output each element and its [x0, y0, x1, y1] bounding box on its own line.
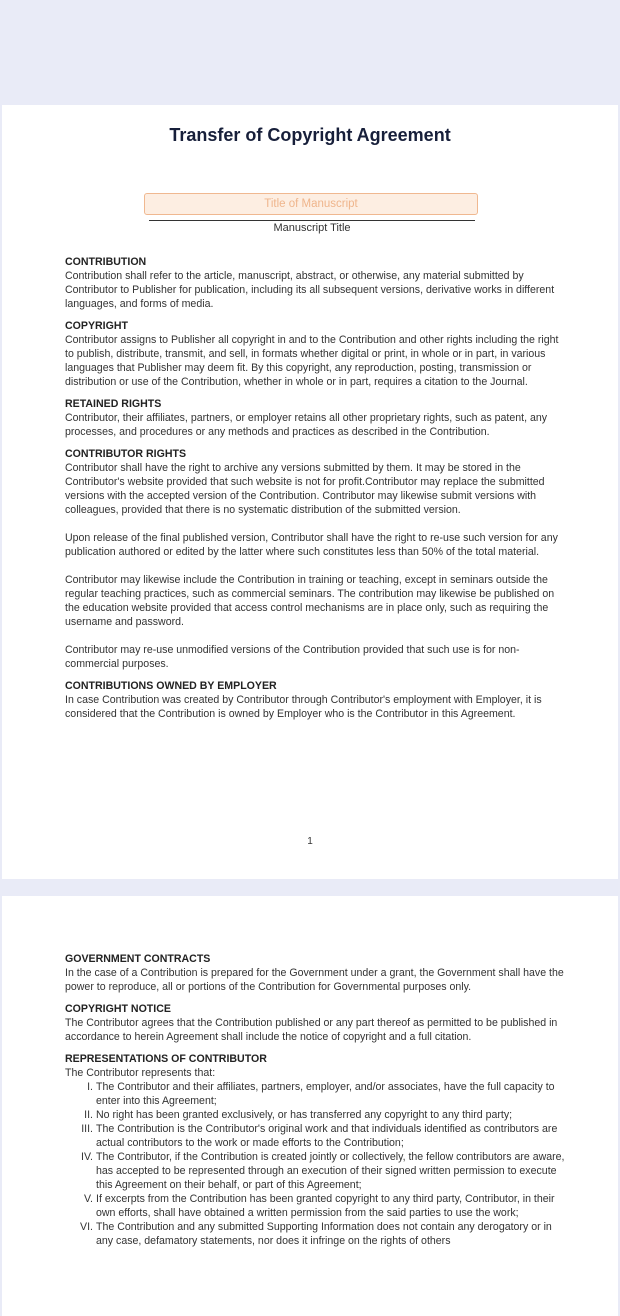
- document-page-2: [2, 896, 618, 1316]
- section-paragraph: The Contributor agrees that the Contribution published or any part thereof as permitted to be published in accordance to herein Agreement shall include the notice of copyright and a full citation.: [65, 1017, 558, 1043]
- section-government-contracts: [65, 952, 565, 994]
- list-item: [65, 1150, 565, 1192]
- list-item-number: II.: [84, 1109, 93, 1121]
- page-2-body: [65, 952, 565, 1256]
- section-contributor-rights: [65, 447, 565, 671]
- manuscript-title-label: Manuscript Title: [273, 222, 351, 234]
- document-title: Transfer of Copyright Agreement: [169, 125, 451, 145]
- list-item: [65, 1220, 565, 1248]
- list-item-text: If excerpts from the Contribution has been granted copyright to any third party, Contributor, in their own efforts, shall have obtained a written permission from the said parties to use the work;: [96, 1193, 555, 1219]
- section-paragraph: In case Contribution was created by Contributor through Contributor's employment with Employer, it is considered that the Contribution is owned by Employer who is the Contributor in this Agreement.: [65, 694, 542, 720]
- section-heading: CONTRIBUTIONS OWNED BY EMPLOYER: [65, 680, 277, 692]
- section-heading: COPYRIGHT NOTICE: [65, 1003, 171, 1015]
- section-contributions-owned-by-employer: [65, 679, 565, 721]
- document-page-1: [2, 105, 618, 879]
- section-paragraph: Contributor shall have the right to archive any versions submitted by them. It may be stored in the Contributor's website provided that such website is not for profit.Contributor may replace the submitted versions with the accepted version of the Contribution. Contributor may likewise submit versions with colleagues, provided that there is no systematic distribution of the submitted version.: [65, 462, 545, 516]
- manuscript-title-input[interactable]: [144, 193, 478, 215]
- list-item: [65, 1192, 565, 1220]
- section-heading: REPRESENTATIONS OF CONTRIBUTOR: [65, 1053, 267, 1065]
- section-heading: GOVERNMENT CONTRACTS: [65, 953, 211, 965]
- list-item-text: No right has been granted exclusively, or has transferred any copyright to any third party;: [96, 1109, 513, 1121]
- page-1-body: [65, 255, 565, 729]
- section-heading: CONTRIBUTOR RIGHTS: [65, 448, 187, 460]
- section-heading: CONTRIBUTION: [65, 256, 147, 268]
- list-item: [65, 1080, 565, 1108]
- list-item-text: The Contributor and their affiliates, partners, employer, and/or associates, have the full capacity to enter into this Agreement;: [96, 1081, 555, 1107]
- section-paragraph: Contributor may re-use unmodified versions of the Contribution provided that such use is for non-commercial purposes.: [65, 644, 520, 670]
- section-paragraph: Upon release of the final published version, Contributor shall have the right to re-use such version for any publication authored or edited by the latter where such constitutes less than 50% of the total material.: [65, 532, 558, 558]
- section-contribution: [65, 255, 565, 311]
- representations-intro: The Contributor represents that:: [65, 1067, 216, 1079]
- manuscript-title-underline: [149, 220, 475, 221]
- list-item-number: VI.: [80, 1221, 93, 1233]
- list-item-number: IV.: [81, 1151, 93, 1163]
- section-heading: RETAINED RIGHTS: [65, 398, 162, 410]
- page-number: 1: [307, 836, 313, 847]
- section-paragraph: Contributor assigns to Publisher all copyright in and to the Contribution and other rights including the right to publish, distribute, transmit, and sell, in formats whether digital or print, in whole or in part, in various languages that Publisher may deem fit. By this copyright, any reproduction, posting, transmission or distribution or use of the Contribution, whether in whole or in part, requires a citation to the Journal.: [65, 334, 559, 388]
- section-paragraph: Contributor, their affiliates, partners, or employer retains all other proprietary rights, such as patent, any processes, and procedures or any methods and practices as described in the Contribution.: [65, 412, 548, 438]
- list-item-number: V.: [83, 1193, 93, 1205]
- list-item-number: I.: [87, 1081, 93, 1093]
- section-paragraph: Contributor may likewise include the Contribution in training or teaching, except in seminars outside the regular teaching practices, such as commercial seminars. The contribution may likewise be published on the education website provided that access control mechanisms are in place only, such as requiring the username and password.: [65, 574, 555, 628]
- section-copyright-notice: [65, 1002, 565, 1044]
- list-item: [65, 1122, 565, 1150]
- section-retained-rights: [65, 397, 565, 439]
- list-item-number: III.: [81, 1123, 93, 1135]
- list-item: [65, 1108, 565, 1122]
- section-representations-of-contributor: [65, 1052, 565, 1248]
- section-copyright: [65, 319, 565, 389]
- list-item-text: The Contributor, if the Contribution is created jointly or collectively, the fellow contributors are aware, has accepted to be represented through an execution of their signed written permission to execute this Agreement on their behalf, or part of this Agreement;: [96, 1151, 565, 1191]
- section-paragraph: In the case of a Contribution is prepared for the Government under a grant, the Government shall have the power to reproduce, all or portions of the Contribution for Governmental purposes only.: [65, 967, 564, 993]
- section-heading: COPYRIGHT: [65, 320, 128, 332]
- list-item-text: The Contribution and any submitted Supporting Information does not contain any derogatory or in any case, defamatory statements, nor does it infringe on the rights of others: [96, 1221, 552, 1247]
- representations-list: [65, 1080, 565, 1248]
- section-paragraph: Contribution shall refer to the article, manuscript, abstract, or otherwise, any material submitted by Contributor to Publisher for publication, including its all subsequent versions, derivative works in different languages, and forms of media.: [65, 270, 555, 310]
- list-item-text: The Contribution is the Contributor's original work and that individuals identified as contributors are actual contributors to the work or made efforts to the Contribution;: [96, 1123, 558, 1149]
